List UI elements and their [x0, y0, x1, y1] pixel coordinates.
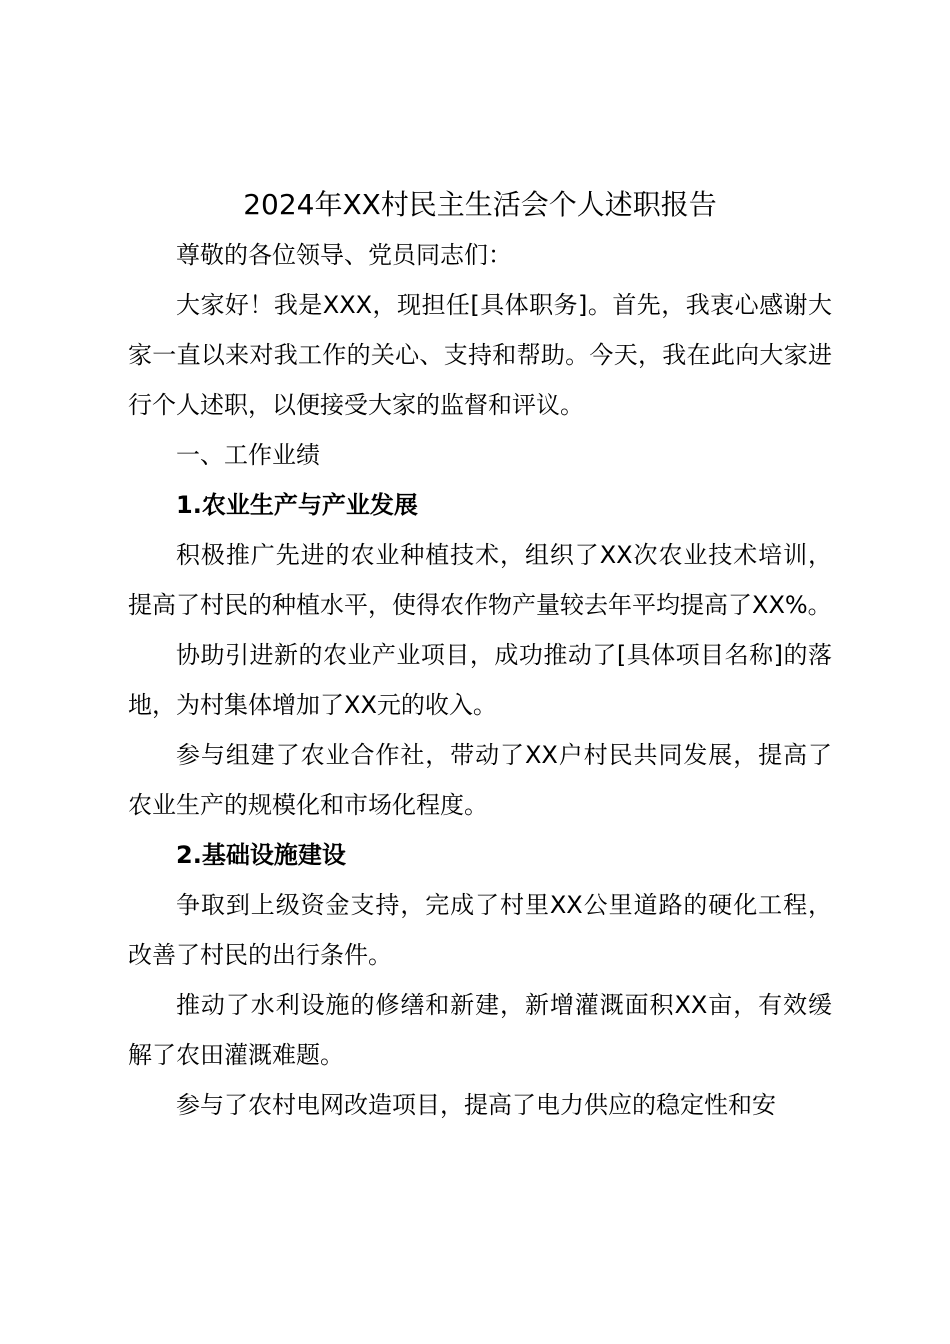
section-heading: 一、工作业绩	[176, 441, 320, 469]
body-paragraph: 协助引进新的农业产业项目，成功推动了[具体项目名称]的落地，为村集体增加了XX元的收入。	[128, 641, 832, 719]
salutation: 尊敬的各位领导、党员同志们：	[176, 241, 512, 269]
body-paragraph: 积极推广先进的农业种植技术，组织了XX次农业技术培训，提高了村民的种植水平，使得农作物产量较去年平均提高了XX%。	[128, 541, 832, 619]
body-paragraph: 争取到上级资金支持，完成了村里XX公里道路的硬化工程，改善了村民的出行条件。	[128, 891, 832, 969]
document-body	[128, 230, 832, 1130]
subsection-heading: 2.基础设施建设	[176, 841, 346, 869]
body-paragraph: 参与了农村电网改造项目，提高了电力供应的稳定性和安	[176, 1091, 776, 1119]
body-paragraph: 参与组建了农业合作社，带动了XX户村民共同发展，提高了农业生产的规模化和市场化程度。	[128, 741, 832, 819]
opening-paragraph: 大家好！我是XXX，现担任[具体职务]。首先，我衷心感谢大家一直以来对我工作的关心、支持和帮助。今天，我在此向大家进行个人述职，以便接受大家的监督和评议。	[128, 291, 832, 419]
body-paragraph: 推动了水利设施的修缮和新建，新增灌溉面积XX亩，有效缓解了农田灌溉难题。	[128, 991, 832, 1069]
document-title: 2024年XX村民主生活会个人述职报告	[243, 188, 717, 221]
document-page	[128, 180, 832, 1130]
subsection-heading: 1.农业生产与产业发展	[176, 491, 418, 519]
